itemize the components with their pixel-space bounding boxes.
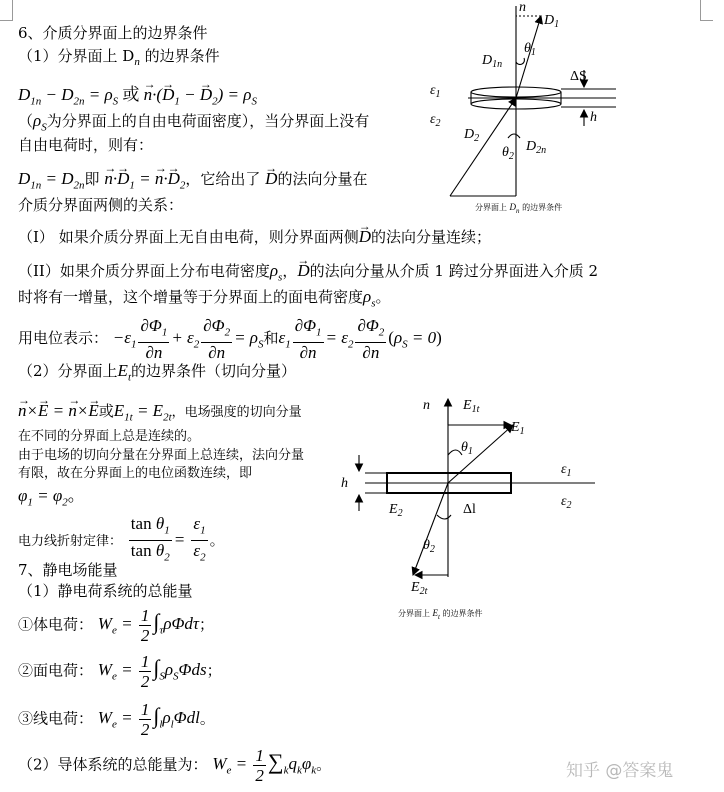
fig2-label-h: h xyxy=(341,476,348,491)
watermark: 知乎 @答案鬼 xyxy=(566,761,674,781)
section-6-2-heading: （2）分界面上$E_t$的边界条件（切向分量） xyxy=(18,361,297,384)
fig2-label-deltal: Δl xyxy=(463,502,476,517)
tangent-text-2: 由于电场的切向分量在分界面上总连续，法向分量 xyxy=(18,448,305,463)
fig1-label-D2: $D_2$ xyxy=(464,127,480,144)
fig2-label-E1t: $E_{1t}$ xyxy=(463,398,480,415)
d1-vector xyxy=(516,16,541,98)
fig2-label-eps1: $\varepsilon_1$ xyxy=(561,462,572,479)
no-charge-text: 自由电荷时，则有： xyxy=(18,136,154,154)
rho-note: （$\rho_S$为分界面上的自由电荷面密度），当分界面上没有 xyxy=(18,111,370,134)
line-charge-energy: ③线电荷： $W_e$ = $\frac{1}{2}$ $\int_l\rho_l\Phi dl$。 xyxy=(18,700,215,739)
no-charge-equation: $D_{1n} = D_{2n}$即 → $n\cdot\to D_1$ = → $n\cdot\to D_2$，它给出了 → D的法向分量在 xyxy=(18,170,367,194)
fig2-label-n: n xyxy=(423,398,430,413)
fig2-label-theta1: $\theta_1$ xyxy=(461,440,473,457)
fig1-label-deltaS: ΔS xyxy=(570,69,587,84)
fig2-label-theta2: $\theta_2$ xyxy=(423,538,435,555)
fig1-label-D2n: $D_{2n}$ xyxy=(526,139,547,156)
page-corner-mark-right xyxy=(700,0,713,21)
fig1-label-theta1: $\theta_1$ xyxy=(524,41,536,58)
e2-vector xyxy=(413,483,448,575)
fig1-label-eps2: $\varepsilon_2$ xyxy=(430,112,441,129)
tangent-text-3: 有限，故在分界面上的电位函数连续，即 xyxy=(18,466,253,481)
both-sides-text: 介质分界面两侧的关系： xyxy=(18,196,184,214)
surface-charge-energy: ②面电荷： $W_e$ = $\frac{1}{2}$ $\int_S\rho_S\Phi ds$； xyxy=(18,652,222,691)
section-7-title: 7、静电场能量 xyxy=(18,561,118,579)
fig2-label-E1: $E_1$ xyxy=(511,420,525,437)
fig1-label-n: n xyxy=(519,0,526,15)
fig1-label-theta2: $\theta_2$ xyxy=(502,145,514,162)
fig1-label-D1: $D_1$ xyxy=(544,13,560,30)
volume-charge-energy: ①体电荷： $W_e$ = $\frac{1}{2}$ $\int_\tau\rho\Phi d\tau$； xyxy=(18,606,215,645)
figure-tangential-caption: 分界面上 $E_t$ 的边界条件 xyxy=(398,608,483,621)
figure-normal-boundary xyxy=(420,0,630,220)
potential-equation: 用电位表示： $-\varepsilon_1$ $\frac{\partial\Phi_1}{\partial n}$ + $\varepsilon_2$ $\frac{\partial\Phi_2}{\partial n}$ = $\rho_S$和$\varepsilon_1$ $\frac{\partial\Phi_1}{\partial n}$ = $\varepsilon_2$ $\frac{\partial\Phi_2}{\partial n}$ $(\rho_S = 0)$ xyxy=(18,316,442,363)
fig1-label-D1n: $D_{1n}$ xyxy=(482,53,503,70)
section-6-1-heading: （1）分界面上 $D_n$ 的边界条件 xyxy=(18,47,220,68)
case-1-text: （I） 如果介质分界面上无自由电荷，则分界面两侧→ D的法向分量连续； xyxy=(18,228,491,246)
fig2-label-E2t: $E_{2t}$ xyxy=(411,580,428,597)
case-2-text-cont: 时将有一增量，这个增量等于分界面上的面电荷密度$\rho_s$。 xyxy=(18,287,391,310)
page-corner-mark-left xyxy=(0,0,13,21)
e1-vector xyxy=(448,425,513,483)
potential-continuity-equation: $\varphi_1 = \varphi_2$。 xyxy=(18,486,85,509)
figure-tangential-boundary xyxy=(335,385,605,605)
section-7-1-heading: （1）静电荷系统的总能量 xyxy=(18,582,193,600)
conductor-system-energy: （2）导体系统的总能量为： $W_e$ = $\frac{1}{2}$ $\sum_kq_k\varphi_k$。 xyxy=(18,746,332,785)
figure-normal-caption: 分界面上 $D_n$ 的边界条件 xyxy=(475,202,563,215)
fig1-label-eps1: $\varepsilon_1$ xyxy=(430,83,441,100)
tangent-equation: → n×→ E = → n×→ E或$E_{1t} = E_{2t}$，电场强度的切向分量 xyxy=(18,402,302,426)
case-2-text: （II）如果介质分界面上分布电荷密度$\rho_s$，→ D的法向分量从介质 1 跨过分界面进入介质 2 xyxy=(18,262,598,286)
refraction-law: 电力线折射定律： $\frac{\tan \theta_1}{\tan \theta_2}$ = $\frac{\varepsilon_1}{\varepsilon_2}$ 。 xyxy=(18,514,225,564)
fig1-label-h: h xyxy=(590,110,597,125)
normal-boundary-equation: $D_{1n} - D_{2n} = \rho_S$ 或 → $n\cdot(\to D_1$ − → $D_2) = \rho_S$ xyxy=(18,86,257,110)
tangent-text-1: 在不同的分界面上总是连续的。 xyxy=(18,429,201,444)
section-6-title: 6、介质分界面上的边界条件 xyxy=(18,24,208,42)
fig2-label-eps2: $\varepsilon_2$ xyxy=(561,494,572,511)
fig2-label-E2: $E_2$ xyxy=(389,502,403,519)
